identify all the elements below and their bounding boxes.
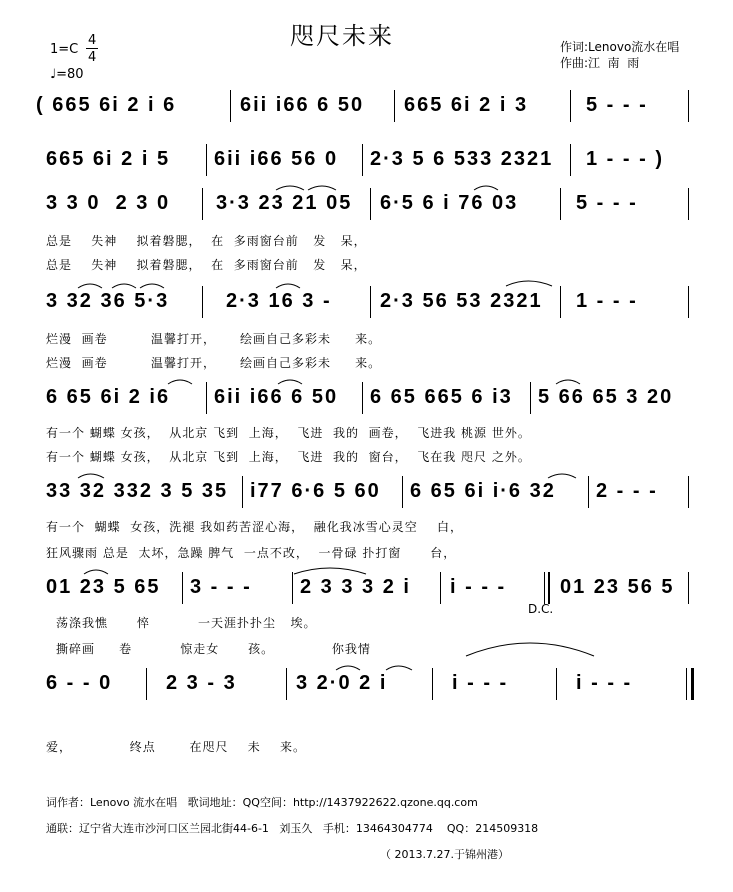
measure: 1 - - - )	[586, 148, 664, 170]
measure: 33 32 332 3 5 35	[46, 480, 229, 502]
measure: i - - -	[450, 576, 507, 598]
measure: 2·3 16 3 -	[226, 290, 332, 312]
measure: 3 - - -	[190, 576, 252, 598]
lyricist-credit: 作词:Lenovo流水在唱	[560, 40, 680, 54]
lyric-line: 总是 失神 拟着磐腮， 在 多雨窗台前 发 呆，	[46, 258, 367, 272]
footer-credits: 词作者：Lenovo 流水在唱 歌词地址：QQ空间：http://1437922622.qzone.qq.com	[46, 796, 478, 809]
measure: 01 23 56 5	[560, 576, 675, 598]
lyric-line: 爱， 终点 在咫尺 未 来。	[46, 740, 306, 754]
measure: 6 65 6i i·6 32	[410, 480, 556, 502]
footer-date: （ 2013.7.27.于锦州港）	[380, 848, 509, 861]
measure: 2 3 - 3	[166, 672, 237, 694]
lyric-line: 荡涤我憔 悴 一天涯扑扑尘 埃。	[56, 616, 317, 630]
measure: 3·3 23 21 05	[216, 192, 353, 214]
measure: i - - -	[576, 672, 633, 694]
lyric-line: 烂漫 画卷 温馨打开， 绘画自己多彩未 来。	[46, 332, 382, 346]
measure: 2 - - -	[596, 480, 658, 502]
lyric-line: 狂风骤雨 总是 太坏，急躁 脾气 一点不改， 一骨碌 扑打窗 台，	[46, 546, 457, 560]
measure: 665 6i 2 i 3	[404, 94, 529, 116]
lyric-line: 总是 失神 拟着磐腮， 在 多雨窗台前 发 呆，	[46, 234, 367, 248]
measure: 6·5 6 i 76 03	[380, 192, 519, 214]
lyric-line: 有一个 蝴蝶 女孩，洗褪 我如药苦涩心海， 融化我冰雪心灵空 白，	[46, 520, 463, 534]
measure: 6 65 665 6 i3	[370, 386, 513, 408]
measure: i - - -	[452, 672, 509, 694]
da-capo-mark: D.C.	[528, 602, 554, 616]
measure: 6ii i66 6 50	[240, 94, 365, 116]
measure: 6ii i66 56 0	[214, 148, 339, 170]
measure: 5 66 65 3 20	[538, 386, 674, 408]
measure: 3 32 36 5·3	[46, 290, 170, 312]
time-signature-bottom: 4	[88, 50, 97, 65]
key-signature: 1=C	[50, 42, 79, 57]
measure: ( 665 6i 2 i 6	[36, 94, 177, 116]
measure: 5 - - -	[576, 192, 638, 214]
measure: 665 6i 2 i 5	[46, 148, 171, 170]
song-title: 咫尺未来	[290, 22, 394, 50]
lyric-line: 有一个 蝴蝶 女孩， 从北京 飞到 上海， 飞进 我的 窗台， 飞在我 咫尺 之外。	[46, 450, 531, 464]
lyric-line: 烂漫 画卷 温馨打开， 绘画自己多彩未 来。	[46, 356, 382, 370]
measure: 3 3 0 2 3 0	[46, 192, 171, 214]
measure: 2 3 3 3 2 i	[300, 576, 411, 598]
measure: 01 23 5 65	[46, 576, 161, 598]
lyric-line: 有一个 蝴蝶 女孩， 从北京 飞到 上海， 飞进 我的 画卷， 飞进我 桃源 世外。	[46, 426, 531, 440]
lyric-line: 撕碎画 卷 惊走女 孩。 你我情	[56, 642, 371, 656]
measure: 6ii i66 6 50	[214, 386, 339, 408]
measure: 1 - - -	[576, 290, 638, 312]
measure: i77 6·6 5 60	[250, 480, 381, 502]
composer-credit: 作曲:江 南 雨	[560, 56, 640, 70]
measure: 2·3 5 6 533 2321	[370, 148, 554, 170]
measure: 2·3 56 53 2321	[380, 290, 543, 312]
measure: 5 - - -	[586, 94, 648, 116]
measure: 3 2·0 2 i	[296, 672, 388, 694]
tempo-marking: ♩=80	[50, 67, 84, 82]
footer-contact: 通联：辽宁省大连市沙河口区兰园北街44-6-1 刘玉久 手机：13464304774 QQ：214509318	[46, 822, 539, 835]
measure: 6 - - 0	[46, 672, 113, 694]
time-signature-top: 4	[88, 33, 97, 48]
measure: 6 65 6i 2 i6	[46, 386, 171, 408]
